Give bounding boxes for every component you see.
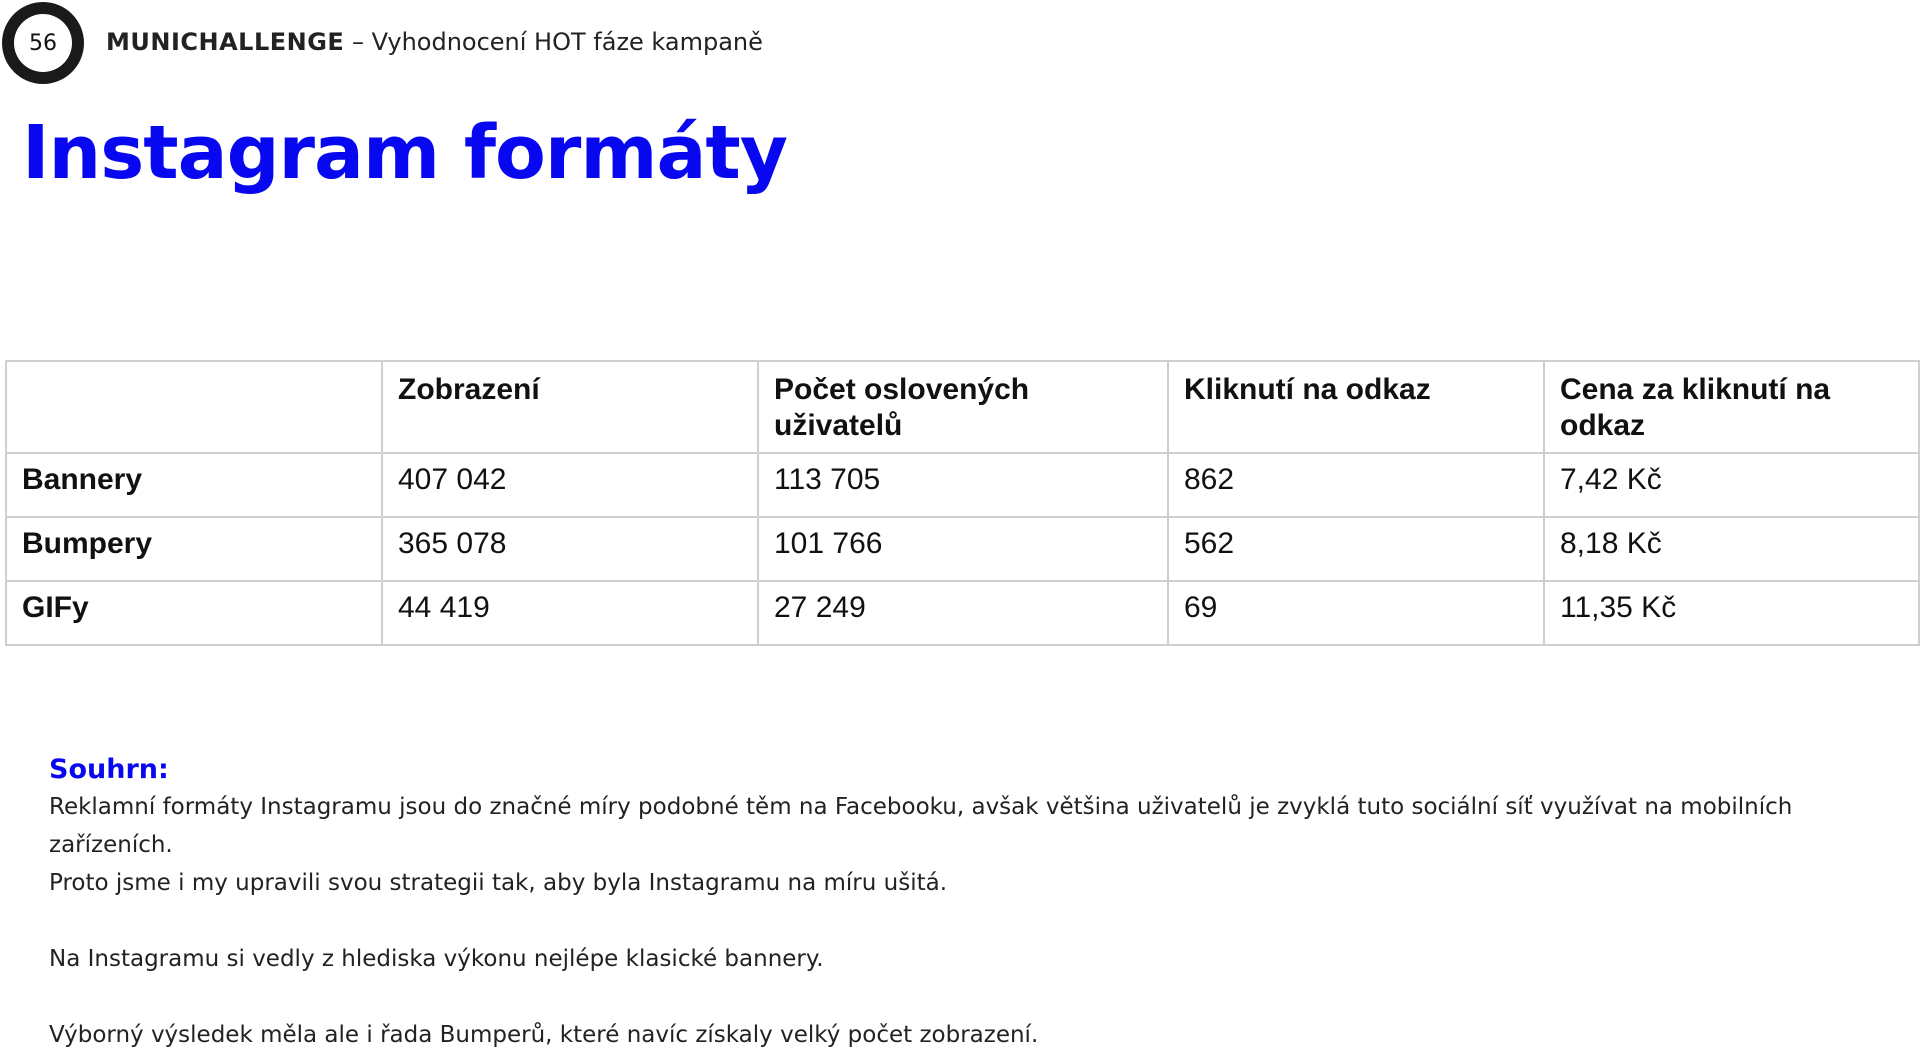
document-header	[106, 28, 763, 56]
row-label: Bannery	[6, 453, 382, 517]
brand-name: MUNICHALLENGE	[106, 28, 345, 56]
cell-views: 44 419	[382, 581, 758, 645]
column-header-users: Počet oslovených uživatelů	[758, 361, 1168, 453]
cell-clicks: 862	[1168, 453, 1544, 517]
cell-users: 101 766	[758, 517, 1168, 581]
cell-views: 407 042	[382, 453, 758, 517]
summary-section	[49, 752, 1889, 1054]
cell-cpc: 11,35 Kč	[1544, 581, 1919, 645]
table-row	[6, 517, 1919, 581]
cell-clicks: 69	[1168, 581, 1544, 645]
column-header-clicks: Kliknutí na odkaz	[1168, 361, 1544, 453]
page-title: Instagram formáty	[22, 110, 788, 196]
cell-users: 113 705	[758, 453, 1168, 517]
cell-views: 365 078	[382, 517, 758, 581]
header-subtitle: – Vyhodnocení HOT fáze kampaně	[344, 28, 763, 56]
column-header-views: Zobrazení	[382, 361, 758, 453]
summary-heading: Souhrn:	[49, 754, 169, 785]
instagram-formats-table	[5, 360, 1920, 646]
column-header-cpc: Cena za kliknutí na odkaz	[1544, 361, 1919, 453]
column-header-format	[6, 361, 382, 453]
summary-paragraph-1-line-2: Proto jsme i my upravili svou strategii tak, aby byla Instagramu na míru ušitá.	[49, 870, 948, 896]
row-label: GIFy	[6, 581, 382, 645]
row-label: Bumpery	[6, 517, 382, 581]
summary-paragraph-1-line-1: Reklamní formáty Instagramu jsou do značné míry podobné těm na Facebooku, avšak většina uživatelů je zvyklá tuto sociální síť využívat na mobilních zařízeních.	[49, 794, 1793, 858]
cell-cpc: 7,42 Kč	[1544, 453, 1919, 517]
page-number-badge	[2, 2, 84, 84]
summary-paragraph-3: Výborný výsledek měla ale i řada Bumperů, které navíc získaly velký počet zobrazení.	[49, 1022, 1039, 1048]
page-number: 56	[14, 14, 72, 72]
table-row	[6, 453, 1919, 517]
table-header-row	[6, 361, 1919, 453]
summary-paragraph-2: Na Instagramu si vedly z hlediska výkonu nejlépe klasické bannery.	[49, 946, 824, 972]
cell-clicks: 562	[1168, 517, 1544, 581]
table-row	[6, 581, 1919, 645]
cell-cpc: 8,18 Kč	[1544, 517, 1919, 581]
cell-users: 27 249	[758, 581, 1168, 645]
